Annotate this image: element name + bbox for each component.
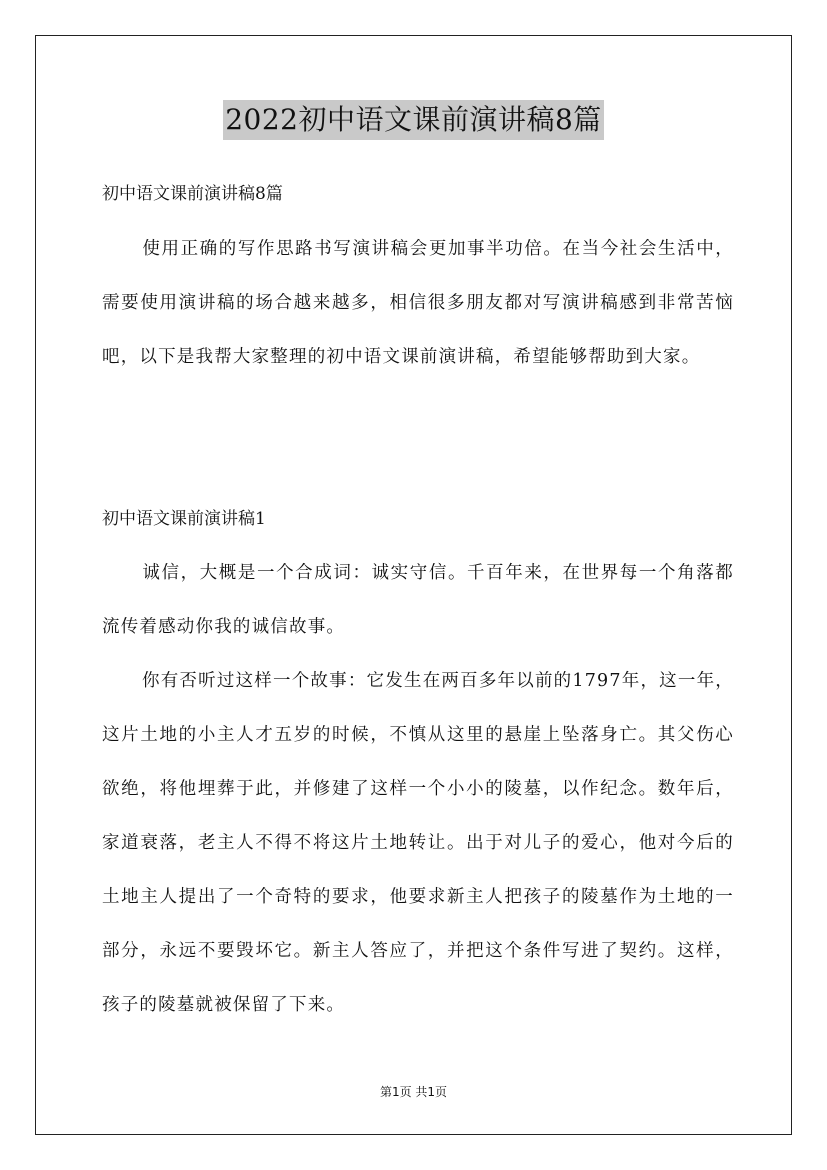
body-paragraph-2 <box>102 654 734 1032</box>
document-title: 2022初中语文课前演讲稿8篇 <box>223 100 604 140</box>
title-block <box>0 100 827 140</box>
body-paragraph-1 <box>102 546 734 654</box>
page-footer: 第1页 共1页 <box>379 1085 448 1099</box>
document-subtitle: 初中语文课前演讲稿8篇 <box>102 184 283 204</box>
body-paragraph-1-text: 诚信，大概是一个合成词：诚实守信。千百年来，在世界每一个角落都流传着感动你我的诚信故事。 <box>102 563 734 637</box>
intro-text: 使用正确的写作思路书写演讲稿会更加事半功倍。在当今社会生活中，需要使用演讲稿的场合越来越多，相信很多朋友都对写演讲稿感到非常苦恼吧，以下是我帮大家整理的初中语文课前演讲稿，希望能够帮助到大家。 <box>102 239 734 367</box>
intro-paragraph <box>102 222 734 384</box>
body-paragraph-2-text: 你有否听过这样一个故事：它发生在两百多年以前的1797年，这一年，这片土地的小主人才五岁的时候，不慎从这里的悬崖上坠落身亡。其父伤心欲绝，将他埋葬于此，并修建了这样一个小小的陵墓，以作纪念。数年后，家道衰落，老主人不得不将这片土地转让。出于对儿子的爱心，他对今后的土地主人提出了一个奇特的要求，他要求新主人把孩子的陵墓作为土地的一部分，永远不要毁坏它。新主人答应了，并把这个条件写进了契约。这样，孩子的陵墓就被保留了下来。 <box>102 671 734 1015</box>
section-heading: 初中语文课前演讲稿1 <box>102 509 266 529</box>
